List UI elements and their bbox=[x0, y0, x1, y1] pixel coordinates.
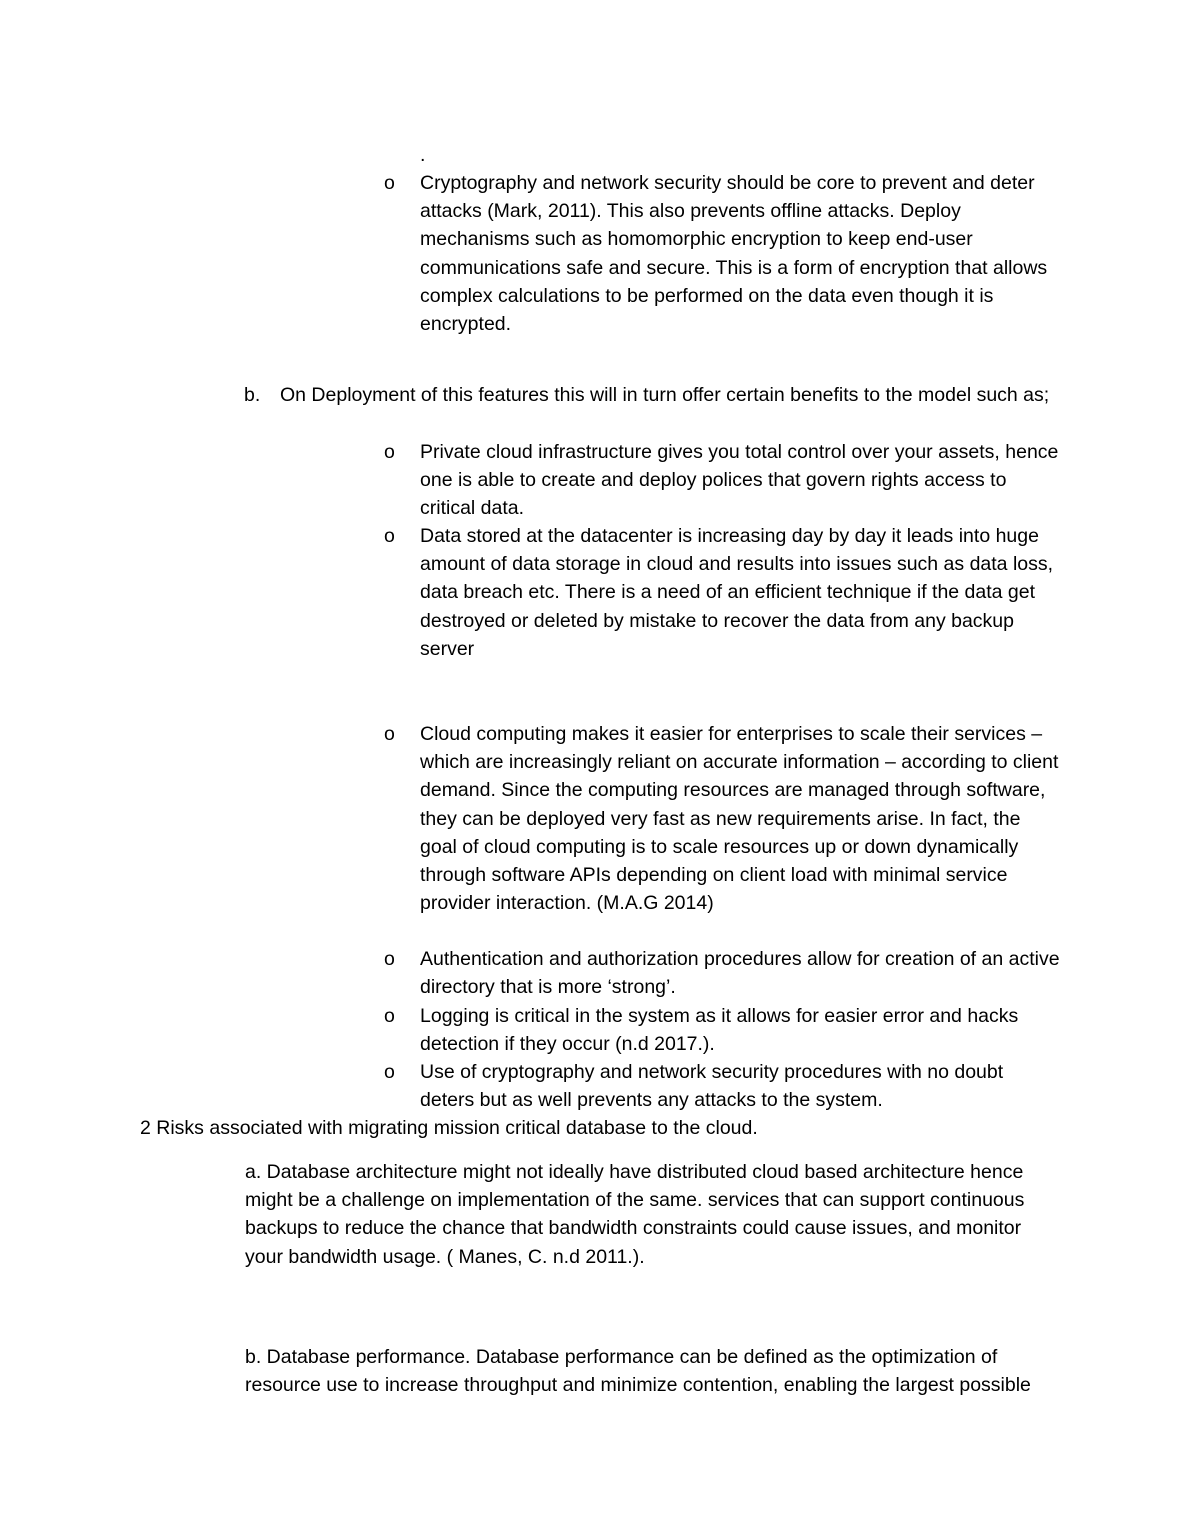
bullet-marker: o bbox=[384, 441, 395, 463]
bullet-marker: o bbox=[384, 1005, 395, 1027]
bullet-data-storage: Data stored at the datacenter is increasing day by day it leads into huge amount of data storage in cloud and results into issues such as data loss, data breach etc. There is a need of an efficient technique if the data get destroyed or deleted by mistake to recover the data from any backup server bbox=[420, 525, 1054, 660]
list-item-b-text: On Deployment of this features this will in turn offer certain benefits to the model such as; bbox=[280, 384, 1050, 406]
bullet-marker: o bbox=[384, 172, 395, 194]
risk-a-paragraph: a. Database architecture might not ideally have distributed cloud based architecture hence might be a challenge on implementation of the same. services that can support continuous backups to reduce the chance that bandwidth constraints could cause issues, and monitor your bandwidth usage. ( Manes, C. n.d 2011.). bbox=[245, 1161, 1025, 1268]
risk-b-paragraph: b. Database performance. Database performance can be defined as the optimization of resource use to increase throughput and minimize contention, enabling the largest possible bbox=[245, 1346, 1031, 1397]
bullet-logging: Logging is critical in the system as it allows for easier error and hacks detection if they occur (n.d 2017.). bbox=[420, 1005, 1019, 1056]
bullet-marker: o bbox=[384, 723, 395, 745]
bullet-private-cloud: Private cloud infrastructure gives you total control over your assets, hence one is able to create and deploy polices that govern rights access to critical data. bbox=[420, 441, 1059, 520]
bullet-marker: o bbox=[384, 525, 395, 547]
bullet-marker: o bbox=[384, 948, 395, 970]
stray-dot: . bbox=[420, 144, 426, 166]
bullet-cryptography: Cryptography and network security should be core to prevent and deter attacks (Mark, 2011). This also prevents offline attacks. Deploy mechanisms such as homomorphic encryption to keep end-user communications safe and secure. This is a form of encryption that allows complex calculations to be performed on the data even though it is encrypted. bbox=[420, 172, 1048, 336]
bullet-cryptography-procedures: Use of cryptography and network security procedures with no doubt deters but as well prevents any attacks to the system. bbox=[420, 1061, 1004, 1112]
bullet-cloud-computing: Cloud computing makes it easier for enterprises to scale their services – which are increasingly reliant on accurate information – according to client demand. Since the computing resources are managed through software, they can be deployed very fast as new requirements arise. In fact, the goal of cloud computing is to scale resources up or down dynamically through software APIs depending on client load with minimal service provider interaction. (M.A.G 2014) bbox=[420, 723, 1059, 915]
section-heading: 2 Risks associated with migrating mission critical database to the cloud. bbox=[140, 1117, 758, 1139]
bullet-authentication: Authentication and authorization procedures allow for creation of an active directory that is more ‘strong’. bbox=[420, 948, 1060, 999]
list-marker-b: b. bbox=[244, 384, 261, 406]
bullet-marker: o bbox=[384, 1061, 395, 1083]
